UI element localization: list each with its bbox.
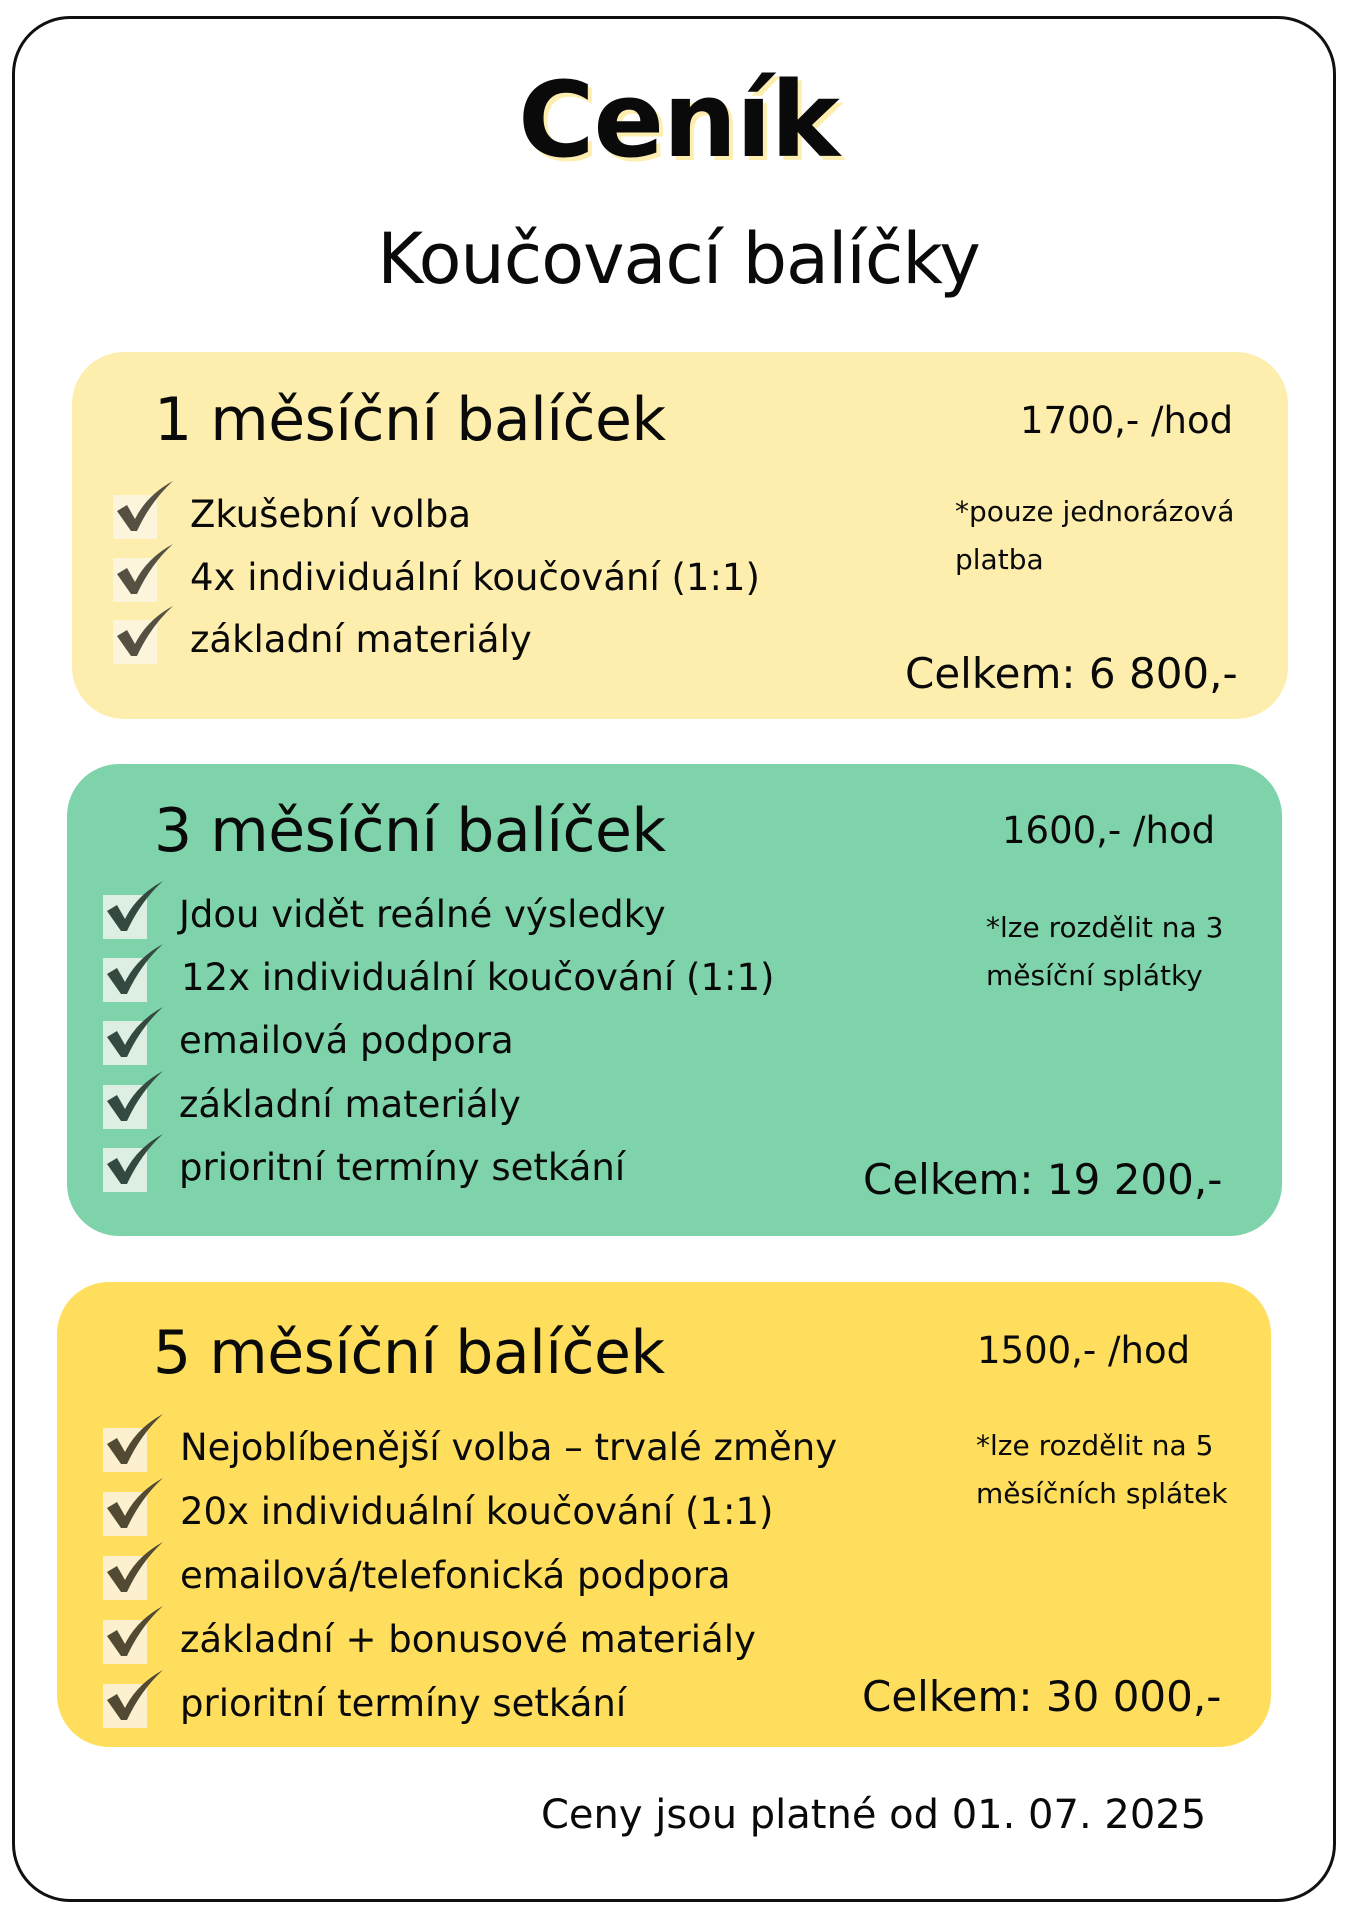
feature-label: Jdou vidět reálné výsledky [179, 893, 666, 936]
package-title: 5 měsíční balíček [153, 1318, 665, 1388]
check-mark-icon [115, 544, 173, 600]
check-mark-icon [105, 1071, 163, 1127]
page-title: Ceník [518, 59, 839, 181]
feature-label: základní + bonusové materiály [180, 1618, 756, 1661]
check-mark-icon [115, 606, 173, 662]
payment-note-line-1: *lze rozdělit na 3 [986, 911, 1224, 944]
package-card-1-month [72, 352, 1288, 719]
package-title: 1 měsíční balíček [154, 385, 666, 455]
check-mark-icon [105, 881, 163, 937]
package-card-5-month [57, 1282, 1271, 1747]
check-mark-icon [105, 1134, 163, 1190]
payment-note-line-1: *lze rozdělit na 5 [976, 1429, 1214, 1462]
check-mark-icon [105, 1542, 163, 1598]
payment-note-line-2: platba [955, 543, 1044, 576]
check-mark-icon [105, 1414, 163, 1470]
package-title: 3 měsíční balíček [154, 796, 666, 866]
feature-label: základní materiály [190, 618, 532, 661]
feature-label: emailová podpora [179, 1019, 514, 1062]
feature-label: 20x individuální koučování (1:1) [180, 1490, 774, 1533]
price-validity-note: Ceny jsou platné od 01. 07. 2025 [541, 1792, 1207, 1838]
package-total: Celkem: 6 800,- [905, 649, 1238, 698]
check-mark-icon [115, 481, 173, 537]
hourly-price: 1700,- /hod [1020, 399, 1234, 442]
feature-label: Zkušební volba [190, 493, 472, 536]
feature-label: 4x individuální koučování (1:1) [190, 556, 760, 599]
payment-note-line-2: měsíční splátky [986, 959, 1203, 992]
package-total: Celkem: 19 200,- [863, 1155, 1223, 1204]
payment-note-line-2: měsíčních splátek [976, 1477, 1228, 1510]
feature-label: Nejoblíbenější volba – trvalé změny [180, 1426, 838, 1469]
check-mark-icon [105, 944, 163, 1000]
hourly-price: 1600,- /hod [1002, 809, 1216, 852]
feature-label: emailová/telefonická podpora [180, 1554, 731, 1597]
page-subtitle: Koučovací balíčky [377, 218, 980, 300]
check-mark-icon [105, 1606, 163, 1662]
feature-label: 12x individuální koučování (1:1) [181, 956, 775, 999]
package-card-3-month [67, 764, 1282, 1236]
check-mark-icon [105, 1478, 163, 1534]
package-total: Celkem: 30 000,- [862, 1672, 1222, 1721]
check-mark-icon [105, 1007, 163, 1063]
feature-label: základní materiály [179, 1083, 521, 1126]
check-mark-icon [105, 1670, 163, 1726]
hourly-price: 1500,- /hod [977, 1329, 1191, 1372]
feature-label: prioritní termíny setkání [180, 1682, 627, 1725]
feature-label: prioritní termíny setkání [179, 1146, 626, 1189]
payment-note-line-1: *pouze jednorázová [955, 495, 1235, 528]
